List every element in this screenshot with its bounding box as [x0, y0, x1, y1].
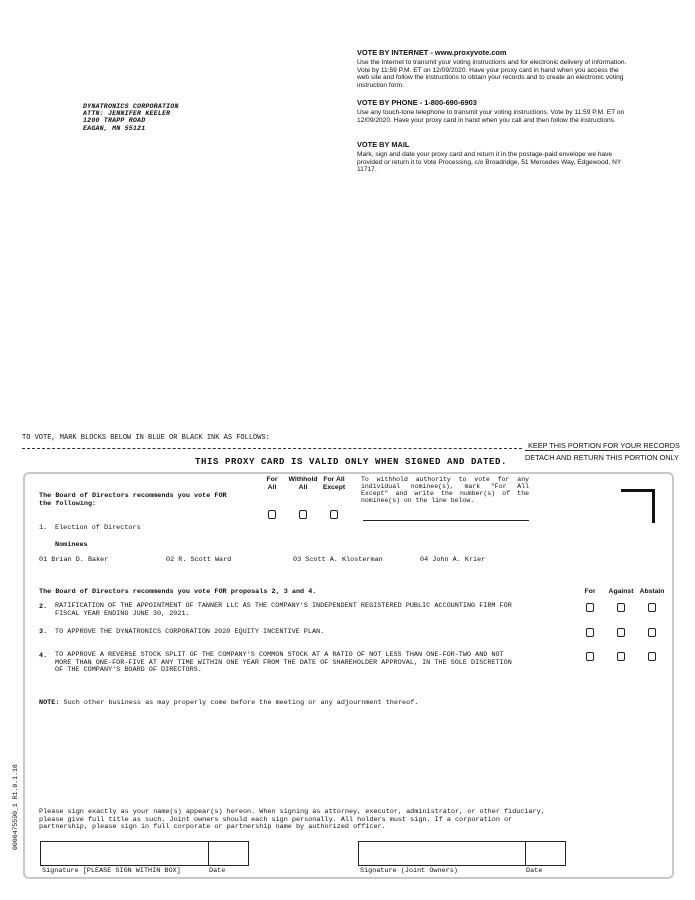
for-all-checkbox[interactable]	[268, 510, 276, 519]
date-box[interactable]	[208, 841, 249, 866]
withhold-all-checkbox[interactable]	[299, 510, 307, 519]
proposal-3-against-checkbox[interactable]	[617, 628, 625, 637]
vote-mail-text: Mark, sign and date your proxy card and return it in the postage-paid envelope we have provided or return it to Vote Processing, c/o Broadridge, 51 Mercedes Way, Edgewood, NY 11717.	[357, 150, 622, 174]
proposal-4-text: TO APPROVE A REVERSE STOCK SPLIT OF THE COMPANY'S COMMON STOCK AT A RATIO OF NOT LESS THAN ONE-FOR-TWO AND NOT MORE THAN ONE-FOR-FIVE AT ANY TIME WITHIN ONE YEAR FROM THE DATE OF SHAREHOLDER APPROVAL, IN THE SOLE DISCRETION OF THE COMPANY'S BOARD OF DIRECTORS.	[55, 651, 512, 675]
keep-divider	[525, 450, 673, 451]
valid-notice: THIS PROXY CARD IS VALID ONLY WHEN SIGNED AND DATED.	[195, 457, 508, 467]
vote-phone-section	[357, 99, 627, 124]
proposal-2-number: 2.	[39, 603, 48, 611]
withhold-nominee-line[interactable]	[363, 520, 529, 521]
address-line: 1200 TRAPP ROAD	[83, 117, 146, 125]
vote-internet-section	[357, 49, 627, 90]
signature-label: Signature [PLEASE SIGN WITHIN BOX]	[42, 867, 181, 875]
registration-corner-mark	[621, 489, 655, 523]
directors-recommendation: The Board of Directors recommends you vote FOR the following:	[39, 492, 227, 508]
nominee-1: 01 Brian D. Baker	[39, 556, 109, 564]
col-against: Against	[608, 588, 634, 595]
proposal-3-text: TO APPROVE THE DYNATRONICS CORPORATION 2020 EQUITY INCENTIVE PLAN.	[55, 628, 325, 636]
proposal-2-for-checkbox[interactable]	[586, 603, 594, 612]
side-document-code: 0000475590_1 R1.0.1.18	[12, 764, 19, 850]
ink-instructions: TO VOTE, MARK BLOCKS BELOW IN BLUE OR BLACK INK AS FOLLOWS:	[22, 434, 270, 442]
vote-mail-section	[357, 141, 627, 174]
proposals-recommendation: The Board of Directors recommends you vote FOR proposals 2, 3 and 4.	[39, 588, 317, 596]
detach-dashed-line	[22, 448, 522, 449]
proposal-4-for-checkbox[interactable]	[586, 652, 594, 661]
joint-date-label: Date	[526, 867, 543, 875]
proposal-4-against-checkbox[interactable]	[617, 652, 625, 661]
item-1-number: 1.	[39, 524, 48, 532]
address-line: ATTN: JENNIFER KEELER	[83, 110, 171, 118]
nominee-2: 02 R. Scott Ward	[166, 556, 232, 564]
vote-phone-title: VOTE BY PHONE - 1-800-690-6903	[357, 98, 477, 107]
vote-internet-text: Use the Internet to transmit your voting instructions and for electronic delivery of information. Vote by 11:59 P.M. ET on 12/09/2020. Have your proxy card in hand when you access the web site and follow the instructions to obtain your records and to create an electronic voting instruction form.	[357, 58, 627, 90]
nominees-label: Nominees	[55, 541, 88, 549]
proposal-3-abstain-checkbox[interactable]	[648, 628, 656, 637]
nominee-4: 04 John A. Krier	[420, 556, 486, 564]
vote-internet-title: VOTE BY INTERNET - www.proxyvote.com	[357, 48, 507, 57]
vote-mail-title: VOTE BY MAIL	[357, 140, 410, 149]
proposal-2-against-checkbox[interactable]	[617, 603, 625, 612]
col-for: For	[584, 588, 596, 595]
item-1-label: Election of Directors	[55, 524, 141, 532]
signature-instructions: Please sign exactly as your name(s) appear(s) hereon. When signing as attorney, executor, administrator, or other fiduciary, please give full title as such. Joint owners should each sign personally. All holders must sign. If a corporation or partnership, please sign in full corporate or partnership name by authorized officer.	[39, 808, 545, 832]
col-for-all: For All	[266, 476, 278, 491]
col-withhold-all: Withhold All	[288, 476, 318, 491]
note	[39, 699, 418, 707]
signature-box[interactable]	[40, 841, 209, 866]
for-all-except-checkbox[interactable]	[330, 510, 338, 519]
proposal-4-abstain-checkbox[interactable]	[648, 652, 656, 661]
vote-phone-text: Use any touch-tone telephone to transmit your voting instructions. Vote by 11:59 P.M. ET on 12/09/2020. Have your proxy card in hand when you call and then follow the instructions.	[357, 108, 625, 124]
col-abstain: Abstain	[639, 588, 665, 595]
joint-date-box[interactable]	[525, 841, 566, 866]
date-label: Date	[209, 867, 226, 875]
col-for-all-except: For All Except	[322, 476, 346, 491]
proposal-3-number: 3.	[39, 628, 48, 636]
keep-portion-label: KEEP THIS PORTION FOR YOUR RECORDS	[528, 441, 680, 450]
detach-portion-label: DETACH AND RETURN THIS PORTION ONLY	[525, 453, 679, 462]
note-label: NOTE:	[39, 699, 60, 707]
proposal-4-number: 4.	[39, 652, 48, 660]
address-line: DYNATRONICS CORPORATION	[83, 103, 179, 110]
mailing-address	[83, 103, 179, 132]
nominee-3: 03 Scott A. Klosterman	[293, 556, 383, 564]
address-line: EAGAN, MN 55121	[83, 124, 146, 132]
proposal-2-text: RATIFICATION OF THE APPOINTMENT OF TANNER LLC AS THE COMPANY'S INDEPENDENT REGISTERED PUBLIC ACCOUNTING FIRM FOR FISCAL YEAR ENDING JUNE 30, 2021.	[55, 602, 512, 618]
proposal-2-abstain-checkbox[interactable]	[648, 603, 656, 612]
withhold-instructions: To withhold authority to vote for any individual nominee(s), mark "For All Except" and write the number(s) of the nominee(s) on the line below.	[361, 476, 529, 504]
proposal-3-for-checkbox[interactable]	[586, 628, 594, 637]
joint-signature-box[interactable]	[358, 841, 526, 866]
joint-signature-label: Signature (Joint Owners)	[360, 867, 458, 875]
note-text: Such other business as may properly come before the meeting or any adjournment thereof.	[63, 699, 419, 707]
